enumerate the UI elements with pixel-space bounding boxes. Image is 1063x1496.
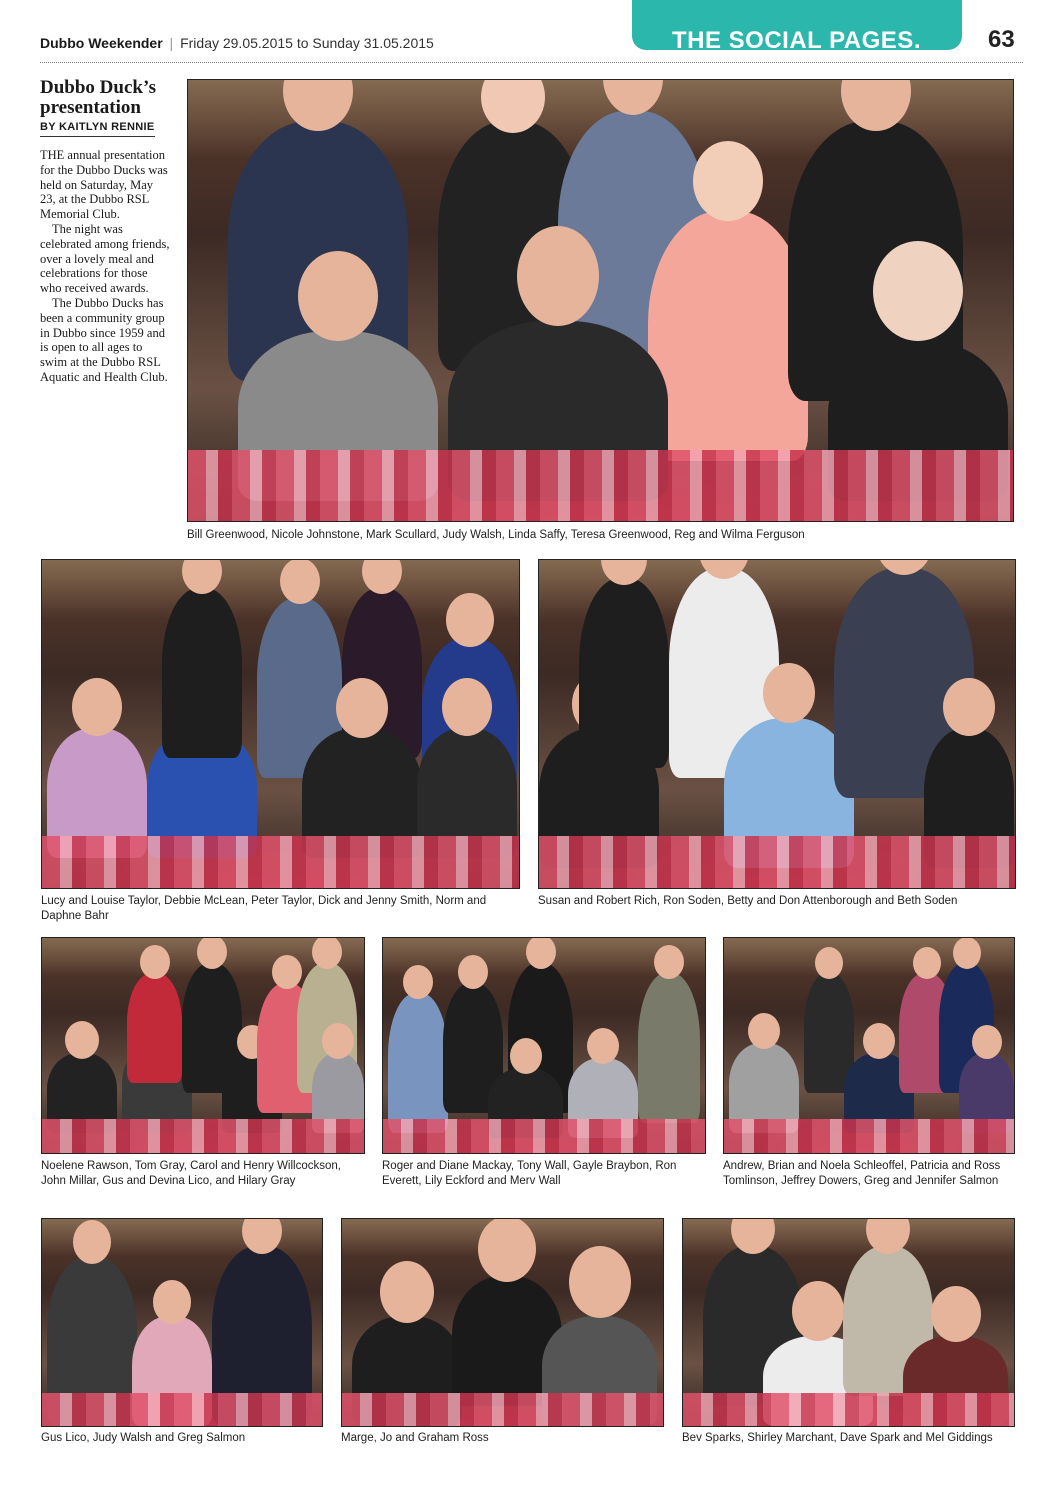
person-figure (238, 331, 438, 501)
person-figure (924, 728, 1014, 868)
story-paragraph: THE annual presentation for the Dubbo Ducks was held on Saturday, May 23, at the Dubbo RSL Memorial Club. (40, 148, 168, 222)
person-figure (448, 321, 668, 501)
story-paragraph: The Dubbo Ducks has been a community group in Dubbo since 1959 and is open to all ages to swim at the Dubbo RSL Aquatic and Health Club. (40, 295, 168, 384)
section-title: THE SOCIAL PAGES. (672, 27, 921, 54)
person-figure (212, 1246, 312, 1426)
publication-name: Dubbo Weekender (40, 35, 163, 51)
photo-caption: Bev Sparks, Shirley Marchant, Dave Spark and Mel Giddings (682, 1432, 993, 1444)
person-figure (579, 578, 669, 768)
group-photo (341, 1218, 664, 1427)
photo-caption: Gus Lico, Judy Walsh and Greg Salmon (41, 1432, 246, 1444)
header-rule (40, 62, 1023, 63)
person-figure (417, 728, 517, 858)
person-figure (488, 1068, 563, 1138)
group-photo (723, 937, 1015, 1154)
group-photo (187, 79, 1014, 522)
story-body (40, 148, 170, 385)
person-figure (352, 1316, 462, 1426)
story-headline: Dubbo Duck’s presentation (40, 77, 156, 118)
photo-caption: Lucy and Louise Taylor, Debbie McLean, Peter Taylor, Dick and Jenny Smith, Norm and Daphne Bahr (41, 895, 487, 922)
person-figure (638, 973, 700, 1123)
person-figure (568, 1058, 638, 1138)
issue-dates: Friday 29.05.2015 to Sunday 31.05.2015 (180, 35, 434, 51)
person-figure (47, 1256, 137, 1426)
group-photo (41, 937, 365, 1154)
person-figure (132, 1316, 212, 1426)
photo-caption: Noelene Rawson, Tom Gray, Carol and Henry Willcockson, John Millar, Gus and Devina Lico, and Hilary Gray (41, 1160, 341, 1187)
photo-caption: Marge, Jo and Graham Ross (341, 1432, 489, 1444)
photo-caption: Susan and Robert Rich, Ron Soden, Betty and Don Attenborough and Beth Soden (538, 895, 958, 907)
header-separator: | (169, 35, 174, 51)
person-figure (127, 973, 182, 1083)
story-byline: BY KAITLYN RENNIE (40, 121, 155, 137)
group-photo (682, 1218, 1015, 1427)
person-figure (648, 211, 808, 461)
person-figure (903, 1336, 1008, 1426)
person-figure (729, 1043, 799, 1133)
person-figure (312, 1053, 364, 1133)
group-photo (41, 559, 520, 889)
group-photo (538, 559, 1016, 889)
photo-caption: Bill Greenwood, Nicole Johnstone, Mark Scullard, Judy Walsh, Linda Saffy, Teresa Greenwood, Reg and Wilma Ferguson (187, 529, 805, 541)
page-header (40, 35, 434, 51)
person-figure (542, 1316, 657, 1426)
photo-caption: Andrew, Brian and Noela Schleoffel, Patricia and Ross Tomlinson, Jeffrey Dowers, Greg and Jennifer Salmon (723, 1160, 1001, 1187)
person-figure (47, 728, 147, 858)
page-number: 63 (988, 26, 1015, 53)
person-figure (302, 728, 422, 858)
person-figure (828, 341, 1008, 501)
group-photo (41, 1218, 323, 1427)
person-figure (959, 1053, 1014, 1133)
person-figure (162, 588, 242, 758)
person-figure (47, 1053, 117, 1133)
story-paragraph: The night was celebrated among friends, over a lovely meal and celebrations for those who received awards. (40, 221, 170, 296)
photo-caption: Roger and Diane Mackay, Tony Wall, Gayle Braybon, Ron Everett, Lily Eckford and Merv Wall (382, 1160, 677, 1187)
group-photo (382, 937, 706, 1154)
person-figure (388, 993, 448, 1133)
